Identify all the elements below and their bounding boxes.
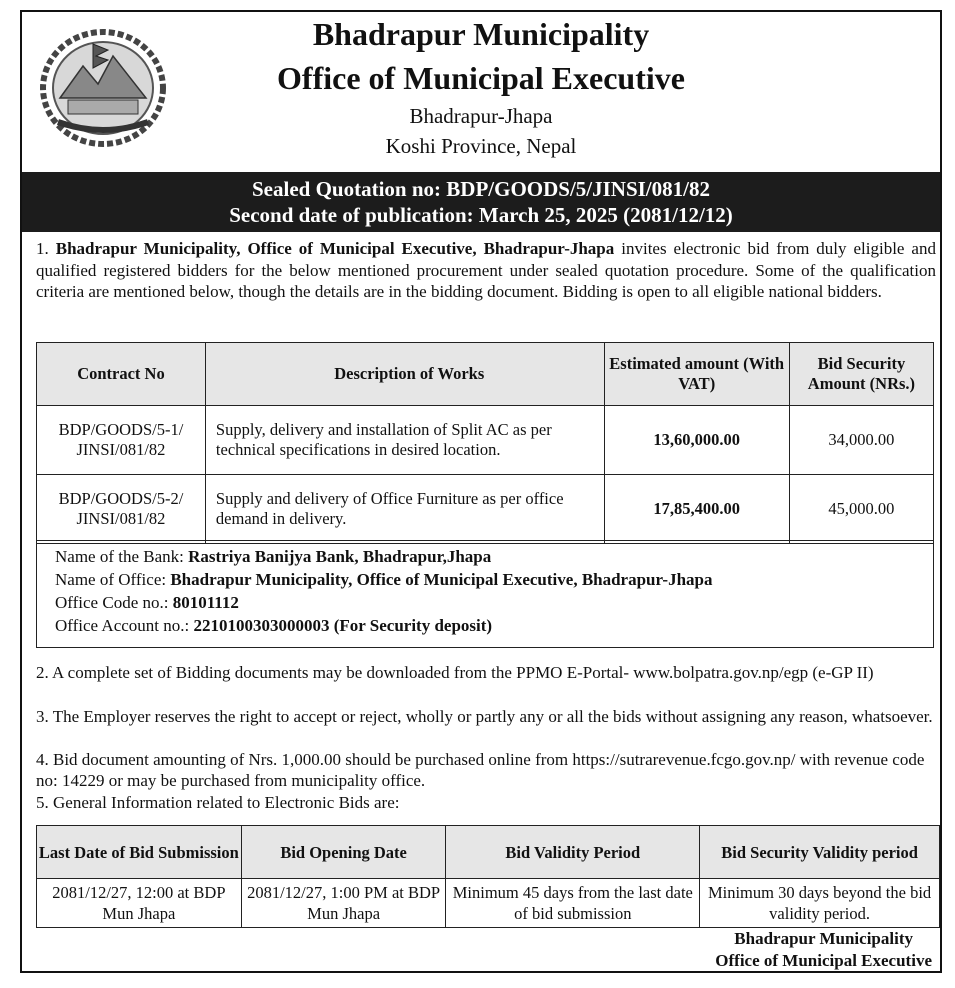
- header-security: Bid Security Amount (NRs.): [789, 343, 933, 406]
- security-cell: 45,000.00: [789, 475, 933, 544]
- intro-bold: Bhadrapur Municipality, Office of Municipal Executive, Bhadrapur-Jhapa: [55, 239, 615, 258]
- office-value: Bhadrapur Municipality, Office of Municipal Executive, Bhadrapur-Jhapa: [170, 570, 713, 589]
- header-contract-no: Contract No: [37, 343, 206, 406]
- last-date-cell: 2081/12/27, 12:00 at BDP Mun Jhapa: [37, 879, 242, 928]
- office-code-line: [55, 591, 933, 614]
- estimated-cell: 13,60,000.00: [604, 406, 789, 475]
- table-row: [37, 475, 934, 544]
- bank-label: Name of the Bank:: [55, 547, 189, 566]
- dates-table: [36, 825, 940, 928]
- opening-date-cell: 2081/12/27, 1:00 PM at BDP Mun Jhapa: [241, 879, 446, 928]
- point-3: 3. The Employer reserves the right to accept or reject, wholly or partly any or all the bids without assigning any reason, whatsoever.: [36, 707, 933, 726]
- intro-number: 1.: [36, 239, 49, 258]
- description-cell: Supply, delivery and installation of Split AC as per technical specifications in desired location.: [205, 406, 604, 475]
- description-cell: Supply and delivery of Office Furniture as per office demand in delivery.: [205, 475, 604, 544]
- account-line: [55, 614, 933, 637]
- contracts-table: [36, 342, 934, 544]
- code-value: 80101112: [172, 593, 239, 612]
- contract-no-cell: BDP/GOODS/5-1/ JINSI/081/82: [37, 406, 206, 475]
- security-validity-cell: Minimum 30 days beyond the bid validity period.: [700, 879, 940, 928]
- table-row: [37, 879, 940, 928]
- municipality-title: Bhadrapur Municipality: [312, 16, 650, 52]
- intro-text: invites electronic bid from duly eligible and qualified registered bidders for the below mentioned procurement under sealed quotation procedure. Some of the qualification criteria are mentioned below, though the details are in the bidding document. Bidding is open to all eligible national bidders.: [36, 239, 936, 301]
- security-cell: 34,000.00: [789, 406, 933, 475]
- header-last-date: Last Date of Bid Submission: [37, 826, 242, 879]
- signature-block: [715, 928, 932, 972]
- table-header-row: [37, 343, 934, 406]
- intro-paragraph: [36, 238, 936, 303]
- header: [22, 12, 940, 170]
- office-name-line: [55, 568, 933, 591]
- office-label: Name of Office:: [55, 570, 171, 589]
- point-2: 2. A complete set of Bidding documents may be downloaded from the PPMO E-Portal- www.bolpatra.gov.np/egp (e-GP II): [36, 663, 874, 682]
- header-validity: Bid Validity Period: [446, 826, 700, 879]
- bank-value: Rastriya Banijya Bank, Bhadrapur,Jhapa: [188, 547, 492, 566]
- contract-no-cell: BDP/GOODS/5-2/ JINSI/081/82: [37, 475, 206, 544]
- dates-header-row: [37, 826, 940, 879]
- quotation-number: Sealed Quotation no: BDP/GOODS/5/JINSI/081/82: [252, 177, 710, 201]
- point-4: 4. Bid document amounting of Nrs. 1,000.00 should be purchased online from https://sutrarevenue.fcgo.gov.np/ with revenue code no: 14229 or may be purchased from municipality office.: [36, 750, 925, 790]
- estimated-cell: 17,85,400.00: [604, 475, 789, 544]
- publication-date: Second date of publication: March 25, 2025 (2081/12/12): [229, 203, 733, 227]
- header-description: Description of Works: [205, 343, 604, 406]
- footer-line-1: Bhadrapur Municipality: [734, 929, 913, 948]
- table-row: [37, 406, 934, 475]
- header-security-validity: Bid Security Validity period: [700, 826, 940, 879]
- notice-frame: [20, 10, 942, 973]
- point-5: 5. General Information related to Electronic Bids are:: [36, 793, 400, 812]
- account-label: Office Account no.:: [55, 616, 194, 635]
- office-title: Office of Municipal Executive: [277, 60, 685, 96]
- header-estimated: Estimated amount (With VAT): [604, 343, 789, 406]
- validity-cell: Minimum 45 days from the last date of bid submission: [446, 879, 700, 928]
- quotation-band: [22, 172, 940, 232]
- bank-name-line: [55, 545, 933, 568]
- footer-line-2: Office of Municipal Executive: [715, 951, 932, 970]
- address-line-1: Bhadrapur-Jhapa: [409, 104, 553, 128]
- address-line-2: Koshi Province, Nepal: [385, 134, 577, 158]
- account-value: 2210100303000003 (For Security deposit): [193, 616, 493, 635]
- code-label: Office Code no.:: [55, 593, 173, 612]
- bank-details: [36, 540, 934, 648]
- header-opening-date: Bid Opening Date: [241, 826, 446, 879]
